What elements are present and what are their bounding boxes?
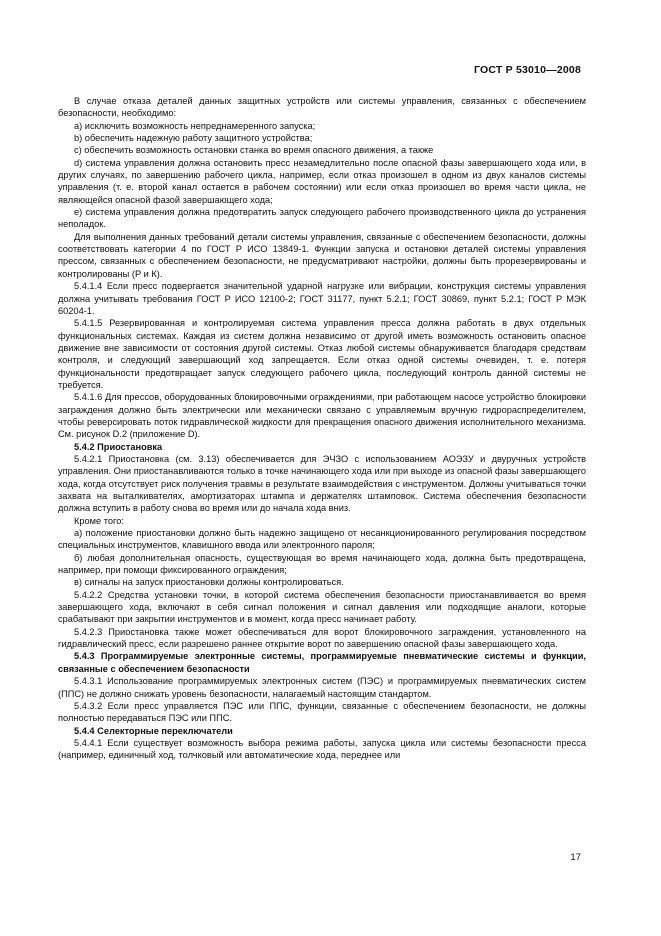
paragraph: в) сигналы на запуск приостановки должны контролироваться.	[74, 577, 344, 588]
paragraph: б) любая дополнительная опасность, существующая во время начинающего хода, должна быть предотвращена, например, при помощи фиксированного ограждения;	[58, 552, 586, 576]
paragraph: а) положение приостановки должно быть надежно защищено от несанкционированного регулирования посредством специальных инструментов, клавишного ввода или электронного пароля;	[58, 528, 586, 551]
section-heading: 5.4.4 Селекторные переключатели	[74, 725, 233, 736]
paragraph: 5.4.4.1 Если существует возможность выбора режима работы, запуска цикла или системы безопасности пресса (например, единичный ход, толчковый или автоматические хода, переднее или	[58, 737, 586, 761]
paragraph: В случае отказа деталей данных защитных устройств или системы управления, связанных с обеспечением безопасности, необходимо:	[58, 96, 586, 119]
paragraph: c) обеспечить возможность остановки станка во время опасного движения, а также	[74, 145, 434, 156]
paragraph: 5.4.3.1 Использование программируемых электронных систем (ПЭС) и программируемых пневматических систем (ППС) не должно снижать уровень безопасности, налагаемый настоящим стандартом.	[58, 676, 586, 699]
section-heading: 5.4.3 Программируемые электронные системы, программируемые пневматические системы и функции, связанные с обеспечением безопасности	[58, 651, 586, 674]
paragraph: 5.4.2.1 Приостановка (см. 3.13) обеспечивается для ЭЧЗО с использованием АОЭЗУ и двуручных устройств управления. Они приостанавливаются только в точке начинающего хода или при выходе из опасной фазы завершающего хода, когда отсутствует риск получения травмы в результате взаимодействия с инструментом. Должны учитываться точки захвата на выталкивателях, амортизаторах штампа и держателях штамповок. Система обеспечения безопасности должна вступить в работу снова во время или до начала хода вниз.	[58, 453, 586, 514]
paragraph: 5.4.2.2 Средства установки точки, в которой система обеспечения безопасности приостанавливается во время завершающего хода, включают в себя сигнал положения и сигнал давления или подходящие аналоги, которые срабатывают при закрытии инструментов и в момент, когда пресс начинает работу.	[58, 589, 586, 625]
paragraph: e) система управления должна предотвратить запуск следующего рабочего производственного цикла до устранения неполадок.	[58, 207, 586, 230]
paragraph: 5.4.3.2 Если пресс управляется ПЭС или ППС, функции, связанные с обеспечением безопасности, не должны полностью передаваться ПЭС или ППС.	[58, 700, 586, 724]
paragraph: 5.4.1.6 Для прессов, оборудованных блокировочными ограждениями, при работающем насосе устройство блокировки заграждения должно быть электрически или механически связано с управляемым вручную гидрораспределителем, чтобы реверсировать поток гидравлической жидкости для прекращения опасного движения исполнительного механизма. См. рисунок D.2 (приложение D).	[58, 392, 586, 440]
paragraph: b) обеспечить надежную работу защитного устройства;	[74, 133, 313, 144]
paragraph: 5.4.2.3 Приостановка также может обеспечиваться для ворот блокировочного заграждения, установленного на гидравлический пресс, если разрешено раннее открытие ворот по завершению опасной фазы завершающего хода.	[58, 626, 586, 650]
section-heading: 5.4.2 Приостановка	[74, 441, 163, 452]
page-number: 17	[570, 852, 581, 863]
paragraph: Кроме того:	[74, 515, 124, 526]
paragraph: Для выполнения данных требований детали системы управления, связанные с обеспечением безопасности, должны соответствовать категории 4 по ГОСТ Р ИСО 13849-1. Функции запуска и остановки деталей системы управления прессом, связанных с обеспечением безопасности, не предусматривают настройки, должны быть прорезервированы и контролированы (Р и К).	[58, 231, 586, 279]
paragraph: 5.4.1.4 Если пресс подвергается значительной ударной нагрузке или вибрации, конструкция системы управления должна учитывать требования ГОСТ Р ИСО 12100-2; ГОСТ 31177, пункт 5.2.1; ГОСТ 30869, пункт 5.2.1; ГОСТ Р МЭК 60204-1.	[58, 281, 586, 316]
document-body	[58, 95, 586, 762]
document-header: ГОСТ Р 53010—2008	[473, 64, 581, 76]
paragraph: a) исключить возможность непреднамеренного запуска;	[74, 120, 316, 131]
paragraph: 5.4.1.5 Резервированная и контролируемая система управления пресса должна работать в двух отдельных функциональных системах. Каждая из систем должна независимо от другой иметь возможность остановить опасное движение вне зависимости от состояния другой системы. Отказ любой системы обнаруживается благодаря средствам контроля, и следующий завершающий ход запрещается. Если отказ одной системы очевиден, т. е. потеря функциональности предотвращает запуск следующего рабочего цикла, последующий контроль данной системы не требуется.	[58, 318, 586, 390]
paragraph: d) система управления должна остановить пресс незамедлительно после опасной фазы завершающего хода или, в других случаях, по завершению рабочего цикла, например, если отказ произошел в одном из двух каналов системы управления (т. е. второй канал остается в рабочем состоянии) или если отказ произошел во время части цикла, не являющейся опасной фазой завершающего хода;	[58, 157, 586, 205]
